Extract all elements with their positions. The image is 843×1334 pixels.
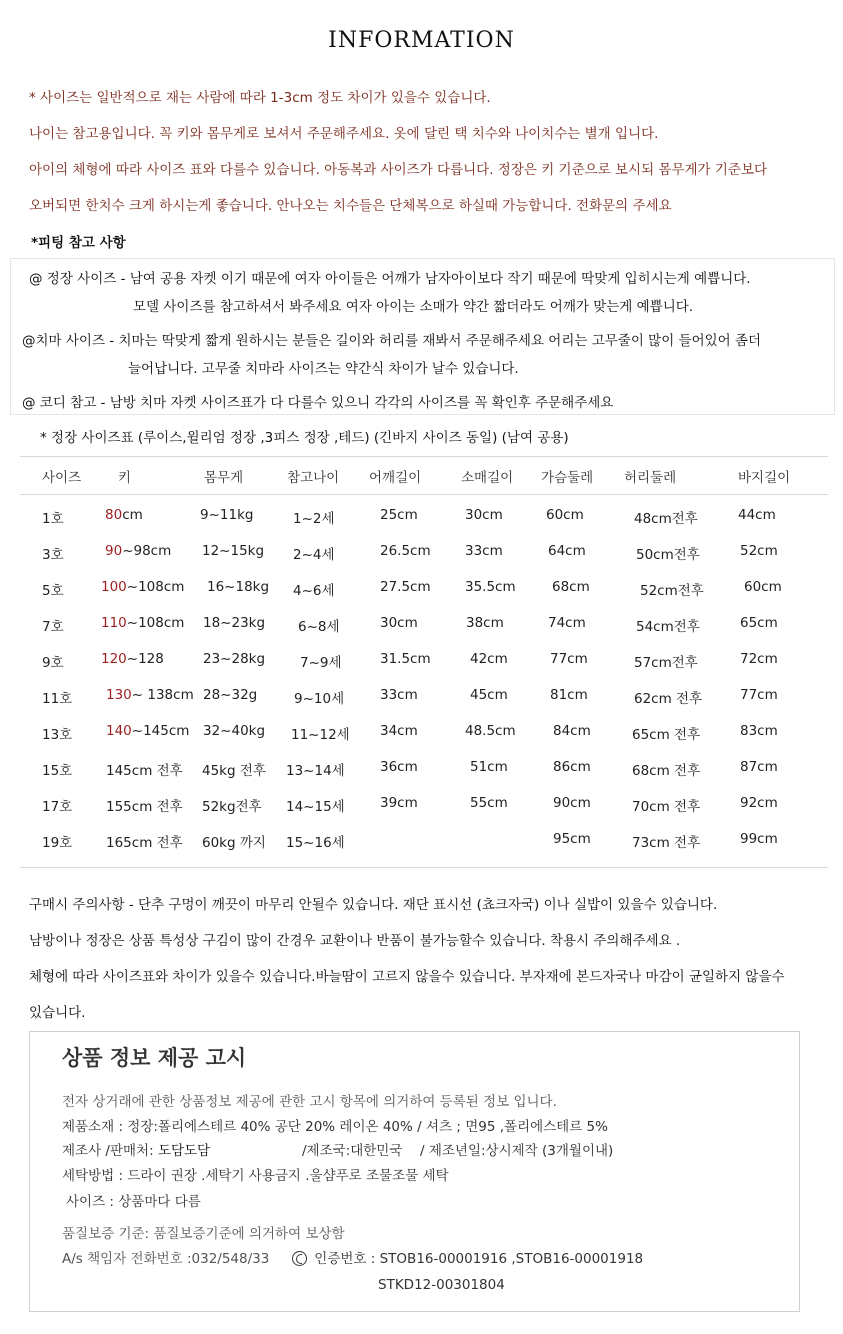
caution-4: 있습니다. <box>29 1005 86 1021</box>
table-cell-size: 19호 <box>42 835 73 851</box>
cert-label: 인증번호 : <box>314 1251 376 1267</box>
table-cell-shoulder: 30cm <box>380 615 418 631</box>
table-cell-waist: 50cm전후 <box>636 547 700 563</box>
maker-value: 도담도담 <box>157 1143 211 1159</box>
table-cell-chest: 64cm <box>548 543 586 559</box>
fitting-suit: @ 정장 사이즈 - 남여 공용 자켓 이기 때문에 여자 아이들은 어깨가 남자아이보다 작기 때문에 딱맞게 입히시는게 예쁩니다. <box>29 271 751 287</box>
product-year: / 제조년일:상시제작 (3개월이내) <box>420 1143 614 1159</box>
table-cell-chest: 81cm <box>550 687 588 703</box>
table-cell-waist: 65cm 전후 <box>632 727 701 743</box>
table-cell-waist: 70cm 전후 <box>632 799 701 815</box>
maker-label: 제조사 /판매처: <box>62 1143 154 1159</box>
product-as-phone: A/s 책임자 전화번호 :032/548/33 <box>62 1251 270 1267</box>
table-cell-pants-length: 52cm <box>740 543 778 559</box>
table-cell-pants-length: 72cm <box>740 651 778 667</box>
table-cell-age: 11~12세 <box>291 727 350 743</box>
table-cell-height: 165cm 전후 <box>106 835 183 851</box>
table-cell-height: 130~ 138cm <box>106 687 194 703</box>
size-note-3: 아이의 체형에 따라 사이즈 표와 다를수 있습니다. 아동복과 사이즈가 다릅니다. 정장은 키 기준으로 보시되 몸무게가 기준보다 <box>29 162 768 178</box>
table-cell-shoulder: 31.5cm <box>380 651 431 667</box>
table-cell-height: 140~145cm <box>106 723 190 739</box>
table-cell-age: 7~9세 <box>300 655 342 671</box>
table-cell-height: 120~128 <box>101 651 164 667</box>
table-cell-sleeve: 45cm <box>470 687 508 703</box>
table-cell-shoulder: 36cm <box>380 759 418 775</box>
product-maker <box>62 1139 210 1159</box>
table-cell-weight: 12~15kg <box>202 543 265 559</box>
table-cell-age: 15~16세 <box>286 835 345 851</box>
table-cell-sleeve: 35.5cm <box>465 579 516 595</box>
fitting-suit-detail: 모델 사이즈를 참고하셔서 봐주세요 여자 아이는 소매가 약간 짧더라도 어깨가 맞는게 예쁩니다. <box>133 299 694 315</box>
size-note-1: * 사이즈는 일반적으로 재는 사람에 따라 1-3cm 정도 차이가 있을수 있습니다. <box>29 90 491 106</box>
product-info-intro: 전자 상거래에 관한 상품정보 제공에 관한 고시 항목에 의거하여 등록된 정보 입니다. <box>62 1094 557 1110</box>
product-cert <box>292 1247 643 1267</box>
table-cell-height: 155cm 전후 <box>106 799 183 815</box>
table-cell-waist: 62cm 전후 <box>634 691 703 707</box>
size-table-heading: * 정장 사이즈표 (루이스,윌리엄 정장 ,3피스 정장 ,테드) (긴바지 사이즈 동일) (남여 공용) <box>40 430 569 446</box>
table-cell-shoulder: 27.5cm <box>380 579 431 595</box>
table-cell-pants-length: 77cm <box>740 687 778 703</box>
table-cell-waist: 68cm 전후 <box>632 763 701 779</box>
table-cell-waist: 73cm 전후 <box>632 835 701 851</box>
table-cell-pants-length: 44cm <box>738 507 776 523</box>
table-cell-pants-length: 83cm <box>740 723 778 739</box>
table-cell-height: 80cm <box>105 507 143 523</box>
table-cell-chest: 90cm <box>553 795 591 811</box>
table-cell-age: 1~2세 <box>293 511 335 527</box>
table-cell-age: 9~10세 <box>294 691 345 707</box>
caution-1: 구매시 주의사항 - 단추 구멍이 깨끗이 마무리 안될수 있습니다. 재단 표시선 (쵸크자국) 이나 실밥이 있을수 있습니다. <box>29 897 718 913</box>
table-cell-height: 90~98cm <box>105 543 172 559</box>
table-cell-sleeve: 30cm <box>465 507 503 523</box>
table-cell-chest: 84cm <box>553 723 591 739</box>
table-cell-chest: 60cm <box>546 507 584 523</box>
cert-number-2: STKD12-00301804 <box>378 1277 505 1293</box>
table-cell-size: 15호 <box>42 763 73 779</box>
table-cell-pants-length: 99cm <box>740 831 778 847</box>
table-header-waist: 허리둘레 <box>624 470 677 486</box>
product-country: /제조국:대한민국 <box>302 1143 403 1159</box>
table-cell-weight: 28~32g <box>203 687 258 703</box>
table-cell-chest: 95cm <box>553 831 591 847</box>
table-cell-size: 13호 <box>42 727 73 743</box>
cert-number-1: STOB16-00001916 ,STOB16-00001918 <box>379 1251 644 1267</box>
table-cell-age: 6~8세 <box>298 619 340 635</box>
fitting-coordi: @ 코디 참고 - 남방 치마 자켓 사이즈표가 다 다를수 있으니 각각의 사이즈를 꼭 확인후 주문해주세요 <box>22 395 614 411</box>
table-cell-shoulder: 39cm <box>380 795 418 811</box>
table-cell-pants-length: 87cm <box>740 759 778 775</box>
table-cell-waist: 54cm전후 <box>636 619 700 635</box>
table-cell-age: 14~15세 <box>286 799 345 815</box>
product-material: 제품소재 : 정장:폴리에스테르 40% 공단 20% 레이온 40% / 셔츠 ; 면95 ,폴리에스테르 5% <box>62 1119 608 1135</box>
table-cell-size: 1호 <box>42 511 64 527</box>
table-header-divider <box>20 494 828 495</box>
table-cell-weight: 45kg 전후 <box>202 763 266 779</box>
table-header-height: 키 <box>118 470 132 486</box>
product-info-title: 상품 정보 제공 고시 <box>62 1046 247 1070</box>
table-header-shoulder: 어깨길이 <box>369 470 422 486</box>
product-washing: 세탁방법 : 드라이 권장 .세탁기 사용금지 .울샴푸로 조물조물 세탁 <box>62 1168 449 1184</box>
table-cell-size: 5호 <box>42 583 64 599</box>
fitting-skirt: @치마 사이즈 - 치마는 딱맞게 짧게 원하시는 분들은 길이와 허리를 재봐서 주문해주세요 어리는 고무줄이 많이 들어있어 좀더 <box>22 333 762 349</box>
table-cell-age: 2~4세 <box>293 547 335 563</box>
table-cell-size: 11호 <box>42 691 73 707</box>
size-note-2: 나이는 참고용입니다. 꼭 키와 몸무게로 보셔서 주문해주세요. 옷에 달린 택 치수와 나이치수는 별개 입니다. <box>29 126 659 142</box>
table-cell-shoulder: 25cm <box>380 507 418 523</box>
table-cell-size: 17호 <box>42 799 73 815</box>
table-header-size: 사이즈 <box>42 470 82 486</box>
table-cell-sleeve: 42cm <box>470 651 508 667</box>
table-cell-weight: 60kg 까지 <box>202 835 266 851</box>
table-cell-height: 145cm 전후 <box>106 763 183 779</box>
fitting-heading: *피팅 참고 사항 <box>31 235 126 251</box>
table-cell-age: 13~14세 <box>286 763 345 779</box>
table-cell-weight: 32~40kg <box>203 723 266 739</box>
table-cell-shoulder: 33cm <box>380 687 418 703</box>
table-cell-sleeve: 38cm <box>466 615 504 631</box>
table-cell-size: 7호 <box>42 619 64 635</box>
table-cell-chest: 74cm <box>548 615 586 631</box>
table-cell-shoulder: 34cm <box>380 723 418 739</box>
table-cell-size: 9호 <box>42 655 64 671</box>
table-bottom-divider <box>20 867 828 868</box>
table-cell-waist: 57cm전후 <box>634 655 698 671</box>
table-cell-weight: 52kg전후 <box>202 799 262 815</box>
table-header-sleeve: 소매길이 <box>461 470 514 486</box>
table-cell-weight: 16~18kg <box>207 579 270 595</box>
page-title: INFORMATION <box>328 28 515 53</box>
table-header-weight: 몸무게 <box>204 470 244 486</box>
caution-3: 체형에 따라 사이즈표와 차이가 있을수 있습니다.바늘땀이 고르지 않을수 있습니다. 부자재에 본드자국나 마감이 균일하지 않을수 <box>29 969 785 985</box>
table-cell-waist: 48cm전후 <box>634 511 698 527</box>
table-cell-sleeve: 51cm <box>470 759 508 775</box>
table-top-divider <box>20 456 828 457</box>
table-header-pants-length: 바지길이 <box>738 470 791 486</box>
fitting-skirt-detail: 늘어납니다. 고무줄 치마라 사이즈는 약간식 차이가 날수 있습니다. <box>128 361 519 377</box>
table-cell-size: 3호 <box>42 547 64 563</box>
table-cell-shoulder: 26.5cm <box>380 543 431 559</box>
table-cell-weight: 18~23kg <box>203 615 266 631</box>
table-cell-pants-length: 65cm <box>740 615 778 631</box>
product-warranty: 품질보증 기준: 품질보증기준에 의거하여 보상함 <box>62 1226 345 1242</box>
table-cell-chest: 68cm <box>552 579 590 595</box>
table-cell-chest: 86cm <box>553 759 591 775</box>
table-cell-chest: 77cm <box>550 651 588 667</box>
table-cell-weight: 9~11kg <box>200 507 254 523</box>
table-cell-pants-length: 60cm <box>744 579 782 595</box>
table-cell-pants-length: 92cm <box>740 795 778 811</box>
size-note-4: 오버되면 한치수 크게 하시는게 좋습니다. 안나오는 치수들은 단체복으로 하실때 가능합니다. 전화문의 주세요 <box>29 198 672 214</box>
table-cell-waist: 52cm전후 <box>640 583 704 599</box>
table-header-chest: 가슴둘레 <box>541 470 594 486</box>
table-cell-age: 4~6세 <box>293 583 335 599</box>
table-cell-sleeve: 55cm <box>470 795 508 811</box>
kc-certification-icon <box>292 1251 307 1266</box>
table-cell-sleeve: 48.5cm <box>465 723 516 739</box>
table-cell-weight: 23~28kg <box>203 651 266 667</box>
table-cell-sleeve: 33cm <box>465 543 503 559</box>
product-size: 사이즈 : 상품마다 다름 <box>66 1194 201 1210</box>
table-cell-height: 110~108cm <box>101 615 185 631</box>
table-cell-height: 100~108cm <box>101 579 185 595</box>
caution-2: 남방이나 정장은 상품 특성상 구김이 많이 간경우 교환이나 반품이 불가능할수 있습니다. 착용시 주의해주세요 . <box>29 933 681 949</box>
table-header-age: 참고나이 <box>287 470 340 486</box>
